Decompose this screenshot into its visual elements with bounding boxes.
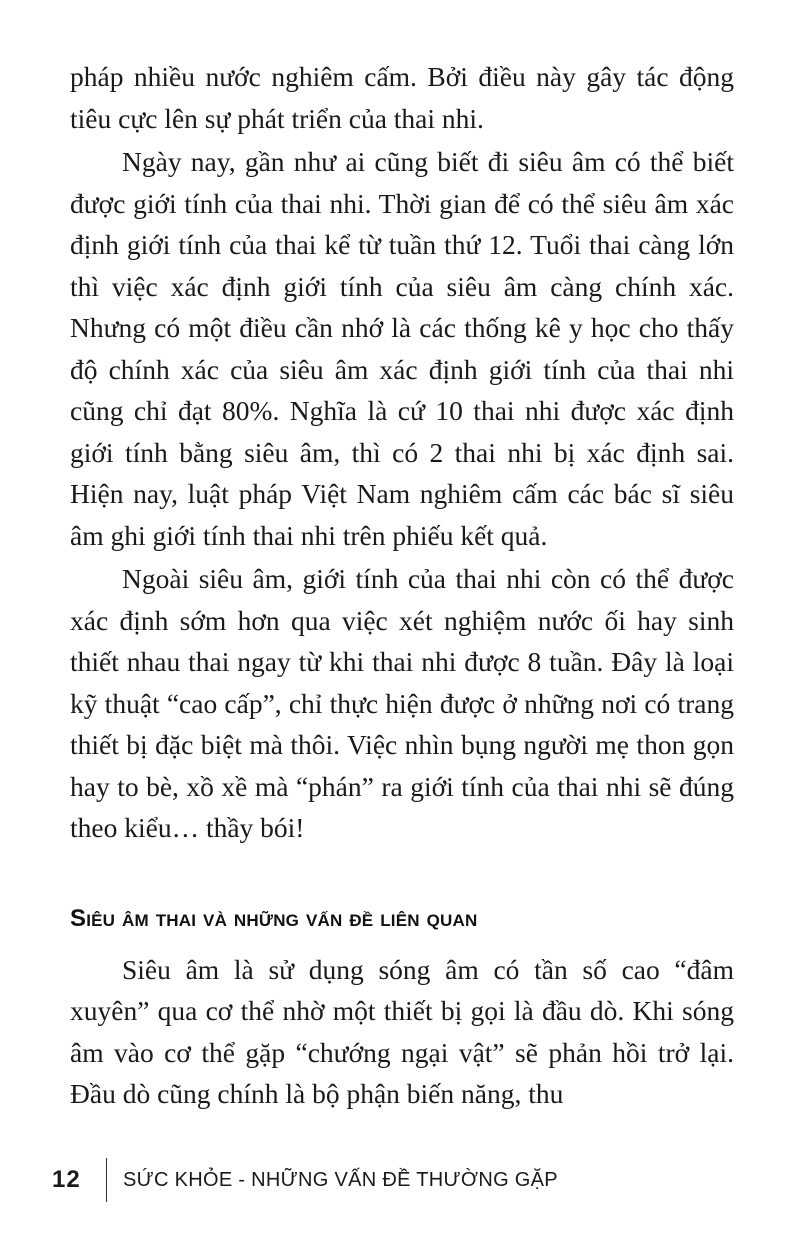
- footer-divider: [106, 1158, 107, 1202]
- section-heading: Siêu âm thai và những vấn đề liên quan: [70, 904, 478, 932]
- page-body: [70, 56, 734, 1115]
- paragraph-continuation: pháp nhiều nước nghiêm cấm. Bởi điều này gây tác động tiêu cực lên sự phát triển của thai nhi.: [70, 61, 734, 134]
- paragraph-ultrasound-definition: Siêu âm là sử dụng sóng âm có tần số cao “đâm xuyên” qua cơ thể nhờ một thiết bị gọi là đầu dò. Khi sóng âm vào cơ thể gặp “chướng ngại vật” sẽ phản hồi trở lại. Đầu dò cũng chính là bộ phận biến năng, thu: [70, 953, 734, 1109]
- page-footer: [52, 1158, 558, 1202]
- paragraph-other-methods: Ngoài siêu âm, giới tính của thai nhi còn có thể được xác định sớm hơn qua việc xét nghiệm nước ối hay sinh thiết nhau thai ngay từ khi thai nhi được 8 tuần. Đây là loại kỹ thuật “cao cấp”, chỉ thực hiện được ở những nơi có trang thiết bị đặc biệt mà thôi. Việc nhìn bụng người mẹ thon gọn hay to bè, xồ xề mà “phán” ra giới tính của thai nhi sẽ đúng theo kiểu… thầy bói!: [70, 563, 734, 843]
- paragraph-ultrasound-gender: Ngày nay, gần như ai cũng biết đi siêu âm có thể biết được giới tính của thai nhi. Thời gian để có thể siêu âm xác định giới tính của thai kể từ tuần thứ 12. Tuổi thai càng lớn thì việc xác định giới tính của siêu âm càng chính xác. Nhưng có một điều cần nhớ là các thống kê y học cho thấy độ chính xác của siêu âm xác định giới tính của thai nhi cũng chỉ đạt 80%. Nghĩa là cứ 10 thai nhi được xác định giới tính bằng siêu âm, thì có 2 thai nhi bị xác định sai. Hiện nay, luật pháp Việt Nam nghiêm cấm các bác sĩ siêu âm ghi giới tính thai nhi trên phiếu kết quả.: [70, 146, 734, 551]
- running-title: SỨC KHỎE - NHỮNG VẤN ĐỀ THƯỜNG GẶP: [123, 1168, 558, 1191]
- page-number: 12: [52, 1166, 81, 1193]
